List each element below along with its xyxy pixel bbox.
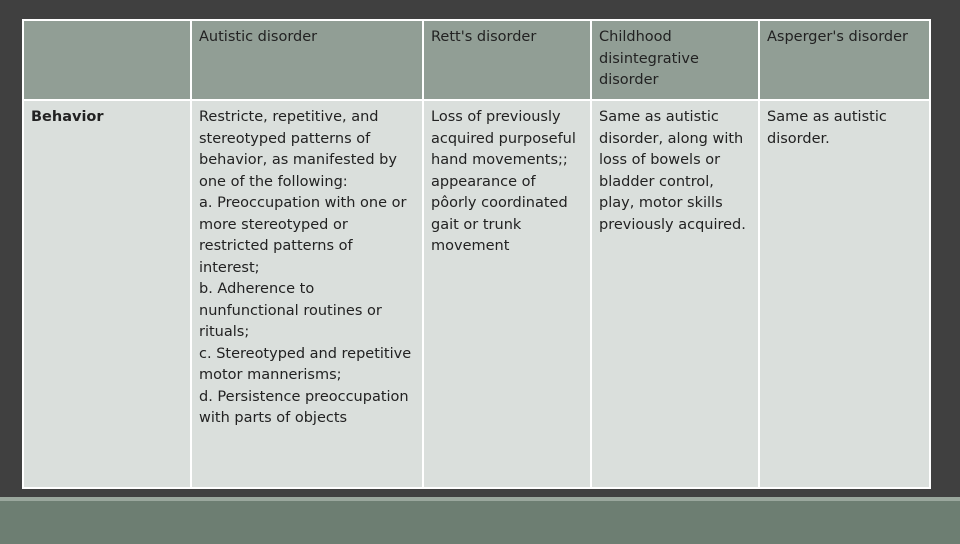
cell-text-line: b. Adherence to nunfunctional routines or rituals; [199,281,382,340]
cell-asperger-behavior: Same as autistic disorder. [759,100,930,488]
cell-text-line: c. Stereotyped and repetitive motor mannerisms; [199,345,412,383]
cell-autistic-behavior [191,100,423,488]
table-row [23,100,930,488]
header-childhood-disintegrative-disorder: Childhood disintegrative disorder [591,20,759,100]
header-aspergers-disorder: Asperger's disorder [759,20,930,100]
cell-text-line: d. Persistence preoccupation with parts of objects [199,388,409,426]
header-autistic-disorder: Autistic disorder [191,20,423,100]
cell-rett-behavior: Loss of previously acquired purposeful hand movements;; appearance of pôorly coordinated gait or trunk movement [423,100,591,488]
cell-text-line: a. Preoccupation with one or more stereotyped or restricted patterns of interest; [199,195,407,276]
row-label-behavior: Behavior [23,100,191,488]
cell-text-line: Restricte, repetitive, and stereotyped patterns of behavior, as manifested by one of the following: [199,109,397,190]
comparison-table [22,19,931,489]
header-corner-cell [23,20,191,100]
table-header-row [23,20,930,100]
footer-band [0,497,960,544]
header-retts-disorder: Rett's disorder [423,20,591,100]
cell-childhood-behavior: Same as autistic disorder, along with loss of bowels or bladder control, play, motor skills previously acquired. [591,100,759,488]
